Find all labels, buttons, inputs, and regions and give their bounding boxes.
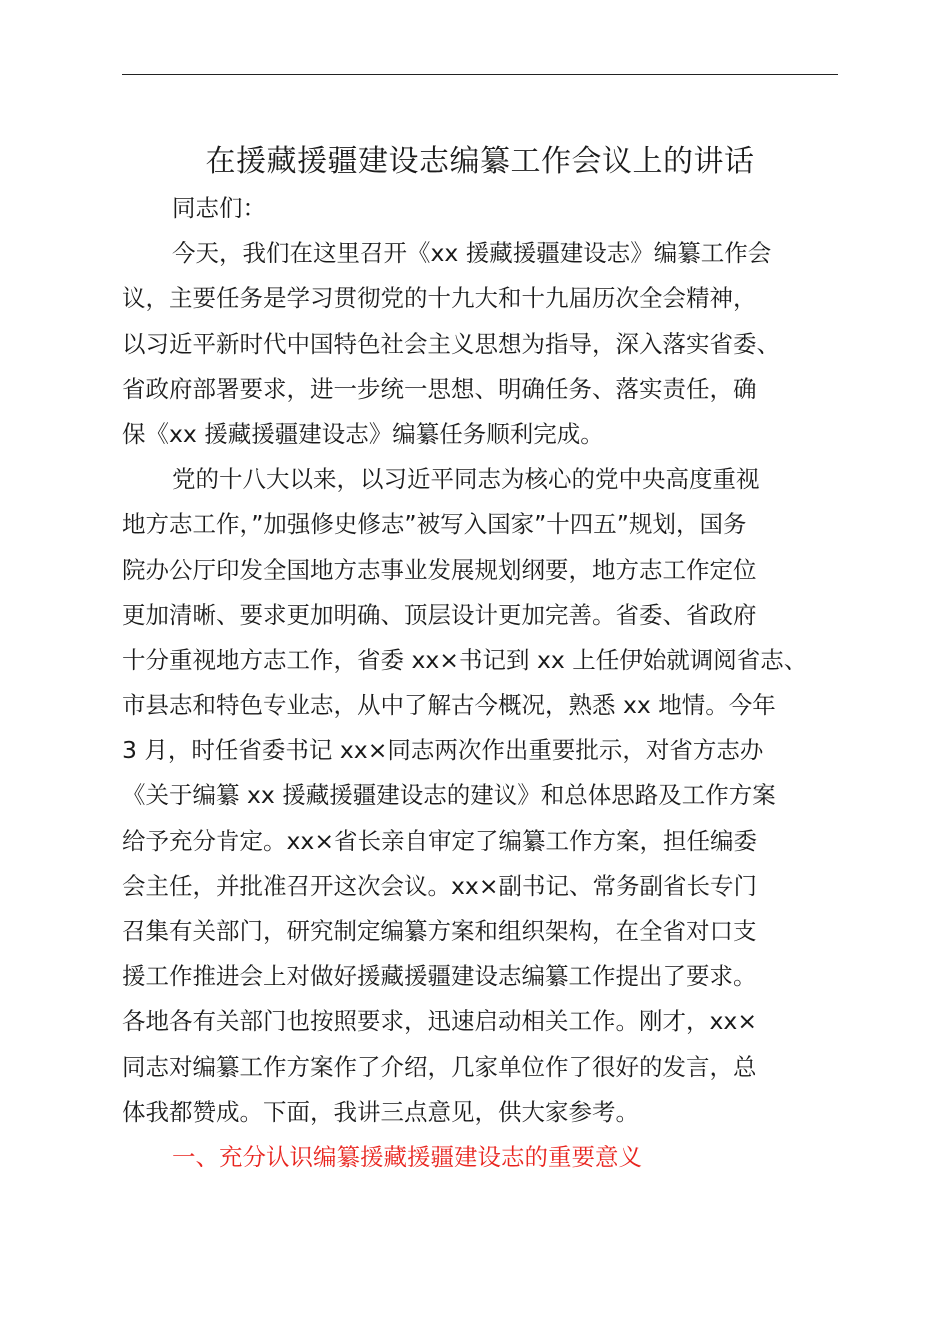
salutation: 同志们：	[172, 194, 266, 222]
paragraph-1-line: 以习近平新时代中国特色社会主义思想为指导，深入落实省委、	[122, 329, 780, 358]
paragraph-2-line: 院办公厅印发全国地方志事业发展规划纲要，地方志工作定位	[122, 555, 757, 584]
paragraph-2-line: 地方志工作，”加强修史修志”被写入国家”十四五”规划，国务	[122, 510, 747, 539]
paragraph-2-line: 会主任，并批准召开这次会议。xx×副书记、常务副省长专门	[122, 871, 758, 900]
paragraph-2-line: 各地各有关部门也按照要求，迅速启动相关工作。刚才，xx×	[122, 1007, 758, 1036]
paragraph-2-line: 召集有关部门，研究制定编纂方案和组织架构，在全省对口支	[122, 917, 757, 945]
paragraph-2-line: 援工作推进会上对做好援藏援疆建设志编纂工作提出了要求。	[122, 962, 757, 991]
paragraph-1-line: 议，主要任务是学习贯彻党的十九大和十九届历次全会精神，	[122, 284, 757, 313]
paragraph-2-line: 更加清晰、要求更加明确、顶层设计更加完善。省委、省政府	[122, 600, 757, 629]
document-body	[122, 186, 838, 1180]
paragraph-2-line: 《关于编纂 xx 援藏援疆建设志的建议》和总体思路及工作方案	[122, 781, 776, 810]
header-rule	[122, 74, 838, 75]
paragraph-2-line: 同志对编纂工作方案作了介绍，几家单位作了很好的发言，总	[122, 1052, 757, 1081]
paragraph-2-line: 市县志和特色专业志，从中了解古今概况，熟悉 xx 地情。今年	[122, 691, 776, 720]
paragraph-2-line: 体我都赞成。下面，我讲三点意见，供大家参考。	[122, 1097, 639, 1126]
paragraph-2-line: 给予充分肯定。xx×省长亲自审定了编纂工作方案，担任编委	[122, 826, 758, 855]
paragraph-2-line: 十分重视地方志工作，省委 xx×书记到 xx 上任伊始就调阅省志、	[122, 645, 808, 674]
paragraph-2-line: 党的十八大以来，以习近平同志为核心的党中央高度重视	[172, 465, 760, 494]
section-heading: 一、充分认识编纂援藏援疆建设志的重要意义	[172, 1142, 642, 1171]
document-title: 在援藏援疆建设志编纂工作会议上的讲话	[205, 144, 755, 179]
paragraph-1-line: 保《xx 援藏援疆建设志》编纂任务顺利完成。	[122, 419, 604, 448]
paragraph-1-line: 今天，我们在这里召开《xx 援藏援疆建设志》编纂工作会	[172, 239, 772, 268]
paragraph-2-line: 3 月，时任省委书记 xx×同志两次作出重要批示，对省方志办	[122, 736, 764, 765]
paragraph-1-line: 省政府部署要求，进一步统一思想、明确任务、落实责任，确	[122, 374, 757, 403]
